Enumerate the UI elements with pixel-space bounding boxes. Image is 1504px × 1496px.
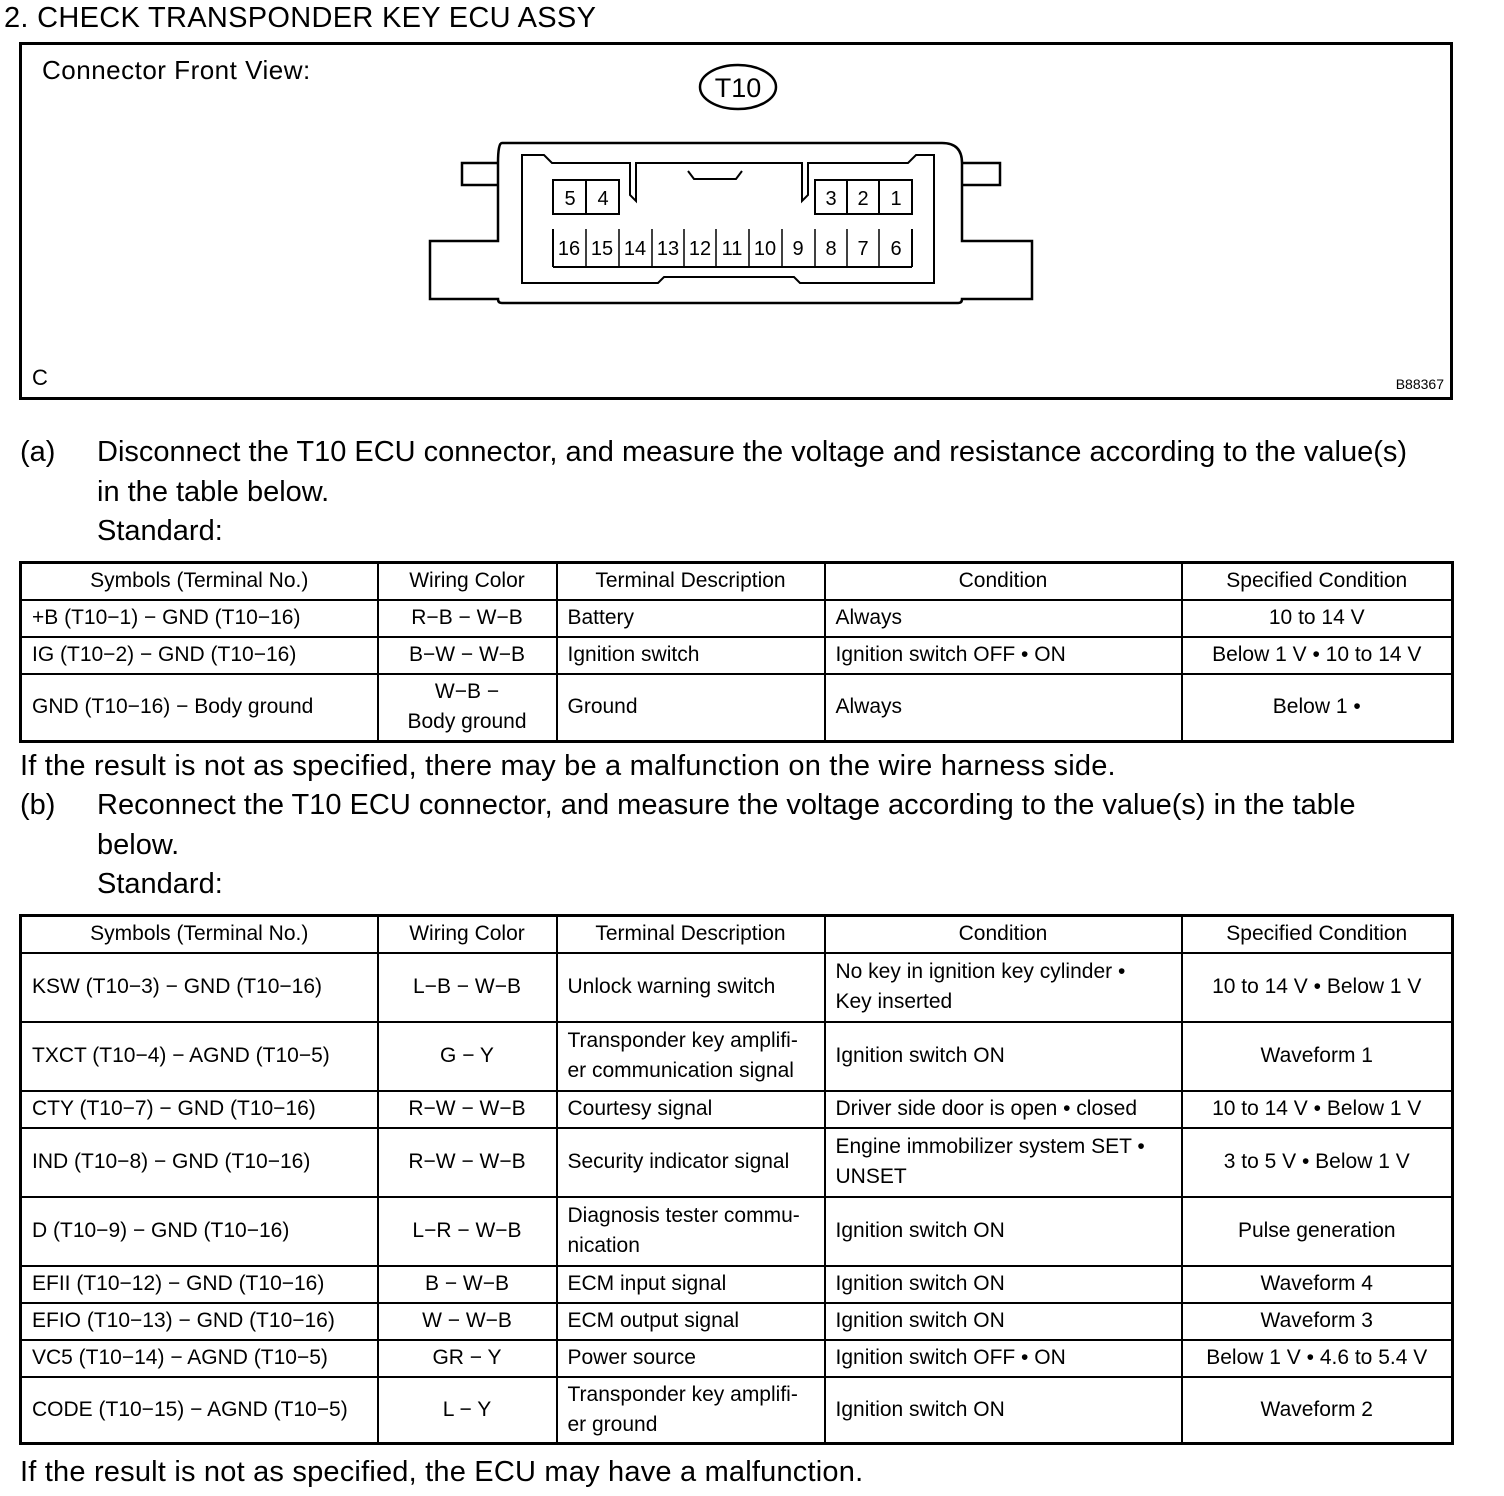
connector-figure <box>19 42 1453 400</box>
col-symbols-header: Symbols (Terminal No.) <box>21 563 378 600</box>
col-wiring-color-header: Wiring Color <box>378 563 557 600</box>
connector-diagram <box>22 45 1450 397</box>
wiring-color-cell: L−R − W−B <box>378 1197 557 1266</box>
table-row <box>21 1303 1453 1340</box>
specified-cell: Below 1 • <box>1182 674 1453 742</box>
table-row <box>21 1340 1453 1377</box>
step-b-standard: Standard: <box>97 868 223 900</box>
specified-cell: Waveform 2 <box>1182 1377 1453 1444</box>
top-right-pins <box>815 180 912 214</box>
table-a-header-row <box>21 563 1453 600</box>
table-b-header-row <box>21 916 1453 953</box>
condition-cell: No key in ignition key cylinder • Key inserted <box>825 953 1182 1022</box>
col-condition-header: Condition <box>825 563 1182 600</box>
table-row <box>21 637 1453 674</box>
top-left-pins <box>553 180 619 214</box>
condition-cell: Ignition switch ON <box>825 1022 1182 1091</box>
pin-3: 3 <box>825 188 837 210</box>
pin-5: 5 <box>564 188 576 210</box>
step-a-line1: Disconnect the T10 ECU connector, and measure the voltage and resistance according to the value(s) <box>97 436 1408 468</box>
symbol-cell: IG (T10−2) − GND (T10−16) <box>21 637 378 674</box>
section-heading: 2. CHECK TRANSPONDER KEY ECU ASSY <box>4 2 597 34</box>
condition-cell: Ignition switch ON <box>825 1377 1182 1444</box>
step-a-line2: in the table below. <box>97 476 330 508</box>
connector-label: T10 <box>714 73 762 103</box>
specified-cell: Waveform 3 <box>1182 1303 1453 1340</box>
specified-cell: Below 1 V • 10 to 14 V <box>1182 637 1453 674</box>
col-condition-header: Condition <box>825 916 1182 953</box>
specified-cell: Waveform 1 <box>1182 1022 1453 1091</box>
pin-13: 13 <box>656 238 680 260</box>
wiring-color-cell: R−W − W−B <box>378 1128 557 1197</box>
condition-cell: Ignition switch ON <box>825 1303 1182 1340</box>
specified-cell: Pulse generation <box>1182 1197 1453 1266</box>
pin-12: 12 <box>688 238 712 260</box>
condition-cell: Driver side door is open • closed <box>825 1091 1182 1128</box>
condition-cell: Ignition switch ON <box>825 1197 1182 1266</box>
col-wiring-color-header: Wiring Color <box>378 916 557 953</box>
specified-cell: 10 to 14 V • Below 1 V <box>1182 1091 1453 1128</box>
description-cell: Battery <box>557 600 825 637</box>
col-terminal-description-header: Terminal Description <box>557 563 825 600</box>
bottom-pin-row <box>553 229 912 267</box>
pin-14: 14 <box>623 238 647 260</box>
figure-code: B88367 <box>1395 376 1444 392</box>
table-b <box>19 914 1454 1445</box>
wiring-color-cell: W−B − Body ground <box>378 674 557 742</box>
pin-11: 11 <box>721 238 743 260</box>
figure-caption: Connector Front View: <box>42 55 311 85</box>
wiring-color-cell: L−B − W−B <box>378 953 557 1022</box>
right-latch <box>962 163 1000 185</box>
symbol-cell: +B (T10−1) − GND (T10−16) <box>21 600 378 637</box>
specified-cell: Below 1 V • 4.6 to 5.4 V <box>1182 1340 1453 1377</box>
description-cell: ECM input signal <box>557 1266 825 1303</box>
specified-cell: Waveform 4 <box>1182 1266 1453 1303</box>
col-symbols-header: Symbols (Terminal No.) <box>21 916 378 953</box>
wiring-color-cell: R−B − W−B <box>378 600 557 637</box>
specified-cell: 10 to 14 V <box>1182 600 1453 637</box>
wiring-color-cell: R−W − W−B <box>378 1091 557 1128</box>
table-a <box>19 561 1454 743</box>
pin-7: 7 <box>857 238 869 260</box>
description-cell: Power source <box>557 1340 825 1377</box>
description-cell: Security indicator signal <box>557 1128 825 1197</box>
condition-cell: Always <box>825 674 1182 742</box>
table-row <box>21 1022 1453 1091</box>
symbol-cell: CTY (T10−7) − GND (T10−16) <box>21 1091 378 1128</box>
table-row <box>21 1266 1453 1303</box>
specified-cell: 3 to 5 V • Below 1 V <box>1182 1128 1453 1197</box>
wiring-color-cell: B − W−B <box>378 1266 557 1303</box>
pin-15: 15 <box>590 238 614 260</box>
pin-1: 1 <box>890 188 902 210</box>
col-terminal-description-header: Terminal Description <box>557 916 825 953</box>
step-a-standard: Standard: <box>97 515 223 547</box>
connector-body-outline <box>430 143 1032 303</box>
table-row <box>21 953 1453 1022</box>
wiring-color-cell: G − Y <box>378 1022 557 1091</box>
wiring-color-cell: GR − Y <box>378 1340 557 1377</box>
description-cell: Transponder key amplifi- er communication signal <box>557 1022 825 1091</box>
connector-cavity <box>522 155 934 283</box>
table-row <box>21 1091 1453 1128</box>
description-cell: Diagnosis tester commu- nication <box>557 1197 825 1266</box>
symbol-cell: D (T10−9) − GND (T10−16) <box>21 1197 378 1266</box>
table-row <box>21 600 1453 637</box>
condition-cell: Engine immobilizer system SET • UNSET <box>825 1128 1182 1197</box>
symbol-cell: EFII (T10−12) − GND (T10−16) <box>21 1266 378 1303</box>
pin-8: 8 <box>825 238 837 260</box>
left-latch <box>462 163 498 185</box>
description-cell: Unlock warning switch <box>557 953 825 1022</box>
figure-corner-mark: C <box>32 365 48 390</box>
symbol-cell: IND (T10−8) − GND (T10−16) <box>21 1128 378 1197</box>
step-b-line2: below. <box>97 829 180 861</box>
description-cell: ECM output signal <box>557 1303 825 1340</box>
key-notch <box>688 171 742 179</box>
pin-2: 2 <box>857 188 869 210</box>
description-cell: Ground <box>557 674 825 742</box>
condition-cell: Ignition switch OFF • ON <box>825 637 1182 674</box>
symbol-cell: KSW (T10−3) − GND (T10−16) <box>21 953 378 1022</box>
note-a: If the result is not as specified, there may be a malfunction on the wire harness side. <box>20 750 1116 782</box>
wiring-color-cell: B−W − W−B <box>378 637 557 674</box>
note-b: If the result is not as specified, the ECU may have a malfunction. <box>20 1456 864 1488</box>
symbol-cell: GND (T10−16) − Body ground <box>21 674 378 742</box>
table-row <box>21 1128 1453 1197</box>
symbol-cell: CODE (T10−15) − AGND (T10−5) <box>21 1377 378 1444</box>
symbol-cell: TXCT (T10−4) − AGND (T10−5) <box>21 1022 378 1091</box>
specified-cell: 10 to 14 V • Below 1 V <box>1182 953 1453 1022</box>
pin-16: 16 <box>557 238 581 260</box>
description-cell: Courtesy signal <box>557 1091 825 1128</box>
wiring-color-cell: W − W−B <box>378 1303 557 1340</box>
step-a-letter: (a) <box>20 436 56 468</box>
symbol-cell: EFIO (T10−13) − GND (T10−16) <box>21 1303 378 1340</box>
condition-cell: Always <box>825 600 1182 637</box>
condition-cell: Ignition switch ON <box>825 1266 1182 1303</box>
description-cell: Transponder key amplifi- er ground <box>557 1377 825 1444</box>
step-b-letter: (b) <box>20 789 56 821</box>
wiring-color-cell: L − Y <box>378 1377 557 1444</box>
col-specified-condition-header: Specified Condition <box>1182 563 1453 600</box>
table-row <box>21 1197 1453 1266</box>
step-b-line1: Reconnect the T10 ECU connector, and measure the voltage according to the value(s) in the table <box>97 789 1356 821</box>
symbol-cell: VC5 (T10−14) − AGND (T10−5) <box>21 1340 378 1377</box>
condition-cell: Ignition switch OFF • ON <box>825 1340 1182 1377</box>
pin-4: 4 <box>597 188 609 210</box>
col-specified-condition-header: Specified Condition <box>1182 916 1453 953</box>
pin-6: 6 <box>890 238 902 260</box>
pin-9: 9 <box>792 238 804 260</box>
pin-10: 10 <box>753 238 777 260</box>
description-cell: Ignition switch <box>557 637 825 674</box>
table-row <box>21 674 1453 742</box>
table-row <box>21 1377 1453 1444</box>
